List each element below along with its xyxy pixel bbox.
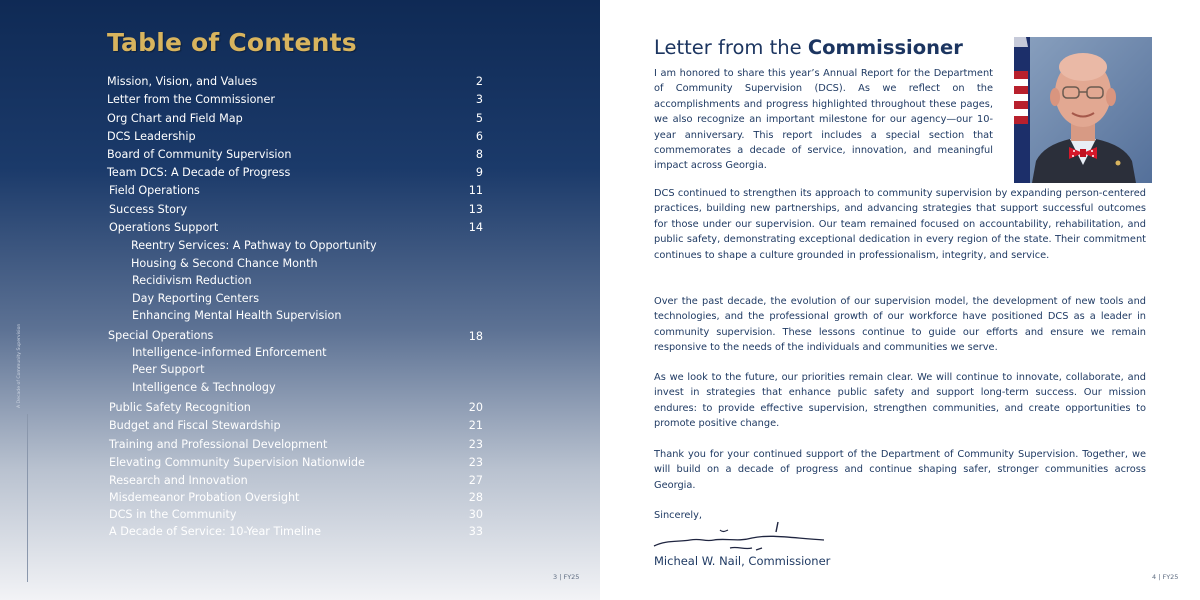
toc-entry-page: 3 bbox=[475, 93, 483, 106]
toc-entry-page: 18 bbox=[468, 330, 483, 343]
toc-subentry[interactable] bbox=[0, 238, 600, 256]
toc-entry-label: Peer Support bbox=[132, 363, 205, 376]
toc-entry-page: 23 bbox=[468, 456, 483, 469]
toc-entry-label: Field Operations bbox=[109, 184, 200, 197]
toc-entry-label: Elevating Community Supervision Nationwide bbox=[109, 456, 365, 469]
toc-entry-label: Mission, Vision, and Values bbox=[107, 75, 258, 88]
letter-title-bold: Commissioner bbox=[807, 36, 963, 59]
toc-entry-label: Research and Innovation bbox=[109, 474, 248, 487]
toc-entry-page: 14 bbox=[468, 221, 483, 234]
toc-entry-page: 6 bbox=[475, 130, 483, 143]
letter-title bbox=[654, 36, 963, 59]
toc-entry-label: DCS in the Community bbox=[109, 508, 237, 521]
signer-name: Micheal W. Nail, Commissioner bbox=[654, 554, 831, 568]
toc-entry[interactable] bbox=[0, 328, 600, 346]
toc-entry-page: 28 bbox=[468, 491, 483, 504]
toc-entry[interactable] bbox=[0, 129, 600, 147]
toc-subentry[interactable] bbox=[0, 345, 600, 363]
toc-entry-label: Recidivism Reduction bbox=[132, 274, 252, 287]
toc-entry[interactable] bbox=[0, 418, 600, 436]
toc-entry[interactable] bbox=[0, 165, 600, 183]
commissioner-photo bbox=[1014, 37, 1152, 183]
toc-entry-label: Public Safety Recognition bbox=[109, 401, 251, 414]
toc-entry-page: 23 bbox=[468, 438, 483, 451]
toc-entry-label: Success Story bbox=[109, 203, 188, 216]
side-divider bbox=[27, 414, 28, 582]
toc-entry-label: Reentry Services: A Pathway to Opportunity bbox=[131, 239, 377, 252]
toc-entry-label: Special Operations bbox=[108, 329, 214, 342]
toc-entry-label: Team DCS: A Decade of Progress bbox=[107, 166, 291, 179]
toc-subentry[interactable] bbox=[0, 273, 600, 291]
toc-entry[interactable] bbox=[0, 473, 600, 491]
side-caption: A Decade of Community Supervision bbox=[17, 323, 22, 408]
toc-entry[interactable] bbox=[0, 400, 600, 418]
page-number-left: 3 | FY25 bbox=[553, 573, 580, 581]
toc-entry-label: Budget and Fiscal Stewardship bbox=[109, 419, 281, 432]
toc-entry-label: Intelligence-informed Enforcement bbox=[132, 346, 327, 359]
toc-entry-page: 11 bbox=[468, 184, 483, 197]
closing-salutation: Sincerely, bbox=[654, 510, 703, 521]
letter-page bbox=[600, 0, 1200, 600]
toc-entry-page: 9 bbox=[475, 166, 483, 179]
toc-entry-label: Misdemeanor Probation Oversight bbox=[109, 491, 300, 504]
toc-entry[interactable] bbox=[0, 111, 600, 129]
toc-entry[interactable] bbox=[0, 524, 600, 542]
letter-paragraph: DCS continued to strengthen its approach to community supervision by expanding person-centered practices, building new partnerships, and advancing strategies that support successful outcomes for those under our supervision. Our team remained focused on accountability, rehabilitation, and public safety, demonstrating exceptional dedication in every region of the state. Their commitment continues to shape a culture grounded in professionalism, integrity, and service. bbox=[654, 188, 1146, 261]
toc-entry-page: 20 bbox=[468, 401, 483, 414]
toc-entry[interactable] bbox=[0, 183, 600, 201]
toc-entry-label: Intelligence & Technology bbox=[132, 381, 276, 394]
toc-entry[interactable] bbox=[0, 202, 600, 220]
letter-paragraph: I am honored to share this year’s Annual Report for the Department of Community Supervision (DCS). As we reflect on the accomplishments and progress highlighted throughout these pages, we also recognize an important milestone for our agency—our 10-year anniversary. This report includes a special section that commemorates a decade of service, innovation, and meaningful impact across Georgia. bbox=[654, 68, 993, 172]
toc-entry-label: Housing & Second Chance Month bbox=[131, 257, 318, 270]
letter-paragraph: Thank you for your continued support of the Department of Community Supervision. Together, we will build on a decade of progress and continue shaping safer, stronger communities across Georgia. bbox=[654, 449, 1146, 491]
toc-entry-label: A Decade of Service: 10-Year Timeline bbox=[109, 525, 322, 538]
signature-image bbox=[652, 518, 828, 556]
toc-entry-page: 13 bbox=[468, 203, 483, 216]
toc-entry-page: 21 bbox=[468, 419, 483, 432]
letter-title-prefix: Letter from the bbox=[654, 36, 808, 59]
toc-entry-label: Training and Professional Development bbox=[109, 438, 328, 451]
toc-entry-page: 27 bbox=[468, 474, 483, 487]
toc-entry-page: 8 bbox=[475, 148, 483, 161]
toc-entry[interactable] bbox=[0, 490, 600, 508]
toc-subentry[interactable] bbox=[0, 256, 600, 274]
toc-entry[interactable] bbox=[0, 147, 600, 165]
letter-paragraph: Over the past decade, the evolution of our supervision model, the development of new tools and technologies, and the professional growth of our workforce have positioned DCS as a leader in community supervision. These lessons continue to guide our efforts and ensure we remain responsive to the needs of the individuals and communities we serve. bbox=[654, 296, 1146, 354]
portrait-image bbox=[1014, 37, 1152, 183]
toc-entry-label: Day Reporting Centers bbox=[132, 292, 260, 305]
toc-entry-page: 33 bbox=[468, 525, 483, 538]
toc-subentry[interactable] bbox=[0, 380, 600, 398]
toc-entry[interactable] bbox=[0, 437, 600, 455]
toc-entry-label: DCS Leadership bbox=[107, 130, 196, 143]
toc-subentry[interactable] bbox=[0, 308, 600, 326]
toc-entry[interactable] bbox=[0, 74, 600, 92]
toc-entry-label: Org Chart and Field Map bbox=[107, 112, 243, 125]
toc-entry[interactable] bbox=[0, 455, 600, 473]
letter-paragraph: As we look to the future, our priorities remain clear. We will continue to innovate, collaborate, and invest in strategies that enhance public safety and support long-term success. Our mission endures: to provide effective supervision, strengthen communities, and create opportunities to promote positive change. bbox=[654, 372, 1146, 430]
toc-subentry[interactable] bbox=[0, 291, 600, 309]
toc-entry[interactable] bbox=[0, 220, 600, 238]
toc-entry-page: 5 bbox=[475, 112, 483, 125]
toc-entry-label: Board of Community Supervision bbox=[107, 148, 292, 161]
toc-entry-label: Enhancing Mental Health Supervision bbox=[132, 309, 342, 322]
toc-subentry[interactable] bbox=[0, 362, 600, 380]
toc-entry[interactable] bbox=[0, 507, 600, 525]
page-number-right: 4 | FY25 bbox=[1152, 573, 1179, 581]
toc-entry-label: Letter from the Commissioner bbox=[107, 93, 275, 106]
toc-entry[interactable] bbox=[0, 92, 600, 110]
toc-title: Table of Contents bbox=[107, 28, 357, 57]
toc-entry-label: Operations Support bbox=[109, 221, 219, 234]
toc-entry-page: 30 bbox=[468, 508, 483, 521]
toc-entry-page: 2 bbox=[475, 75, 483, 88]
